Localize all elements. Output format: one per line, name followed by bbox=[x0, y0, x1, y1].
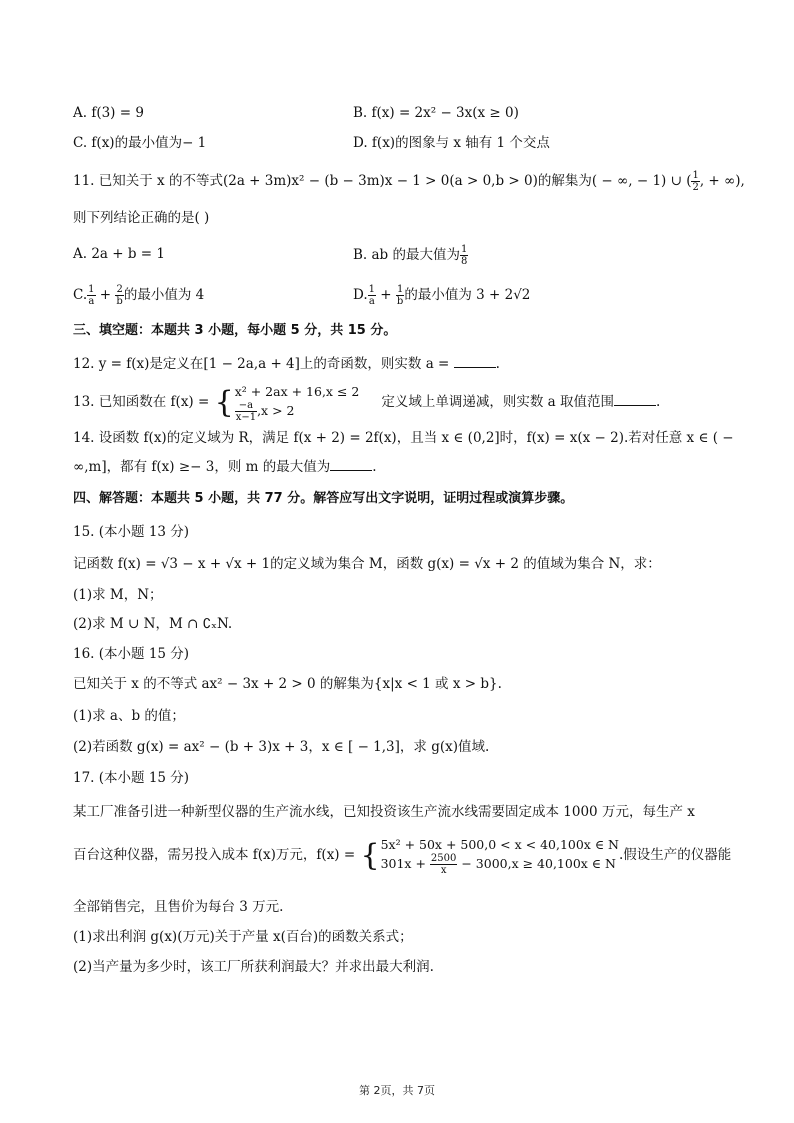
fraction-denominator: x−1 bbox=[235, 411, 257, 423]
page-footer: 第 2页，共 7页 bbox=[359, 1084, 435, 1097]
q17-text-2: .假设生产的仪器能 bbox=[619, 847, 732, 863]
fraction-numerator: 2500 bbox=[430, 852, 457, 864]
fraction bbox=[430, 853, 457, 876]
fraction-numerator: 1 bbox=[692, 170, 699, 181]
q11-stem-text: 11. 已知关于 x 的不等式(2a + 3m)x² − (b − 3m)x − 1 > 0(a > 0,b > 0)的解集为( − ∞, − 1) ∪ ( bbox=[73, 173, 692, 189]
q17-part-2: (2)当产量为多少时，该工厂所获利润最大？并求出最大利润. bbox=[73, 959, 434, 975]
q11-stem-line1 bbox=[73, 170, 745, 193]
q17-line2 bbox=[73, 830, 731, 880]
fraction-numerator: 1 bbox=[88, 284, 95, 295]
fraction-numerator: 1 bbox=[461, 244, 468, 255]
option-label: C. bbox=[73, 287, 88, 303]
q12-text: 12. y = f(x)是定义在[1 − 2a,a + 4]上的奇函数，则实数 a = bbox=[73, 356, 454, 372]
q11-option-d bbox=[353, 284, 530, 307]
q15-stem: 记函数 f(x) = √3 − x + √x + 1的定义域为集合 M，函数 g(x) = √x + 2 的值域为集合 N，求： bbox=[73, 556, 661, 572]
operator: + bbox=[376, 287, 396, 303]
q13-piecewise bbox=[235, 383, 360, 423]
q10-option-c: C. f(x)的最小值为− 1 bbox=[73, 135, 207, 151]
q16-part-1: (1)求 a、b 的值； bbox=[73, 708, 185, 724]
q17-piecewise bbox=[381, 836, 619, 876]
fraction bbox=[87, 284, 95, 307]
q13 bbox=[73, 382, 660, 423]
fraction bbox=[115, 284, 123, 307]
fraction-denominator: b bbox=[116, 296, 123, 307]
q10-option-d: D. f(x)的图象与 x 轴有 1 个交点 bbox=[353, 135, 550, 151]
q13-case-2 bbox=[235, 400, 360, 423]
section-4-heading: 四、解答题：本题共 5 小题，共 77 分。解答应写出文字说明，证明过程或演算步骤。 bbox=[73, 491, 574, 506]
q15-part-1: (1)求 M，N； bbox=[73, 587, 163, 603]
q17-text: 百台这种仪器，需另投入成本 f(x)万元，f(x) = bbox=[73, 847, 360, 863]
fraction-numerator: 1 bbox=[368, 284, 376, 295]
q16-header: 16. (本小题 15 分) bbox=[73, 646, 190, 662]
answer-blank[interactable] bbox=[330, 458, 372, 471]
q14-line1: 14. 设函数 f(x)的定义域为 R，满足 f(x + 2) = 2f(x)，且当 x ∈ (0,2]时，f(x) = x(x − 2).若对任意 x ∈ ( − bbox=[73, 430, 734, 446]
q11-option-b-text: B. ab 的最大值为 bbox=[353, 247, 460, 263]
fraction bbox=[368, 284, 376, 307]
option-text: 的最小值为 3 + 2√2 bbox=[404, 287, 531, 303]
q17-line1: 某工厂准备引进一种新型仪器的生产流水线，已知投资该生产流水线需要固定成本 1000 万元，每生产 x bbox=[73, 804, 695, 820]
fraction-denominator: 2 bbox=[692, 182, 699, 193]
q14-text: ∞,m]，都有 f(x) ≥− 3，则 m 的最大值为 bbox=[73, 459, 331, 475]
q13-case-2-condition: ,x > 2 bbox=[257, 402, 295, 418]
q17-case-1: 5x² + 50x + 500,0 < x < 40,100x ∈ N bbox=[380, 836, 619, 852]
q15-part-2: (2)求 M ∪ N，M ∩ ∁ₓN. bbox=[73, 616, 233, 632]
fraction-numerator: 2 bbox=[116, 284, 123, 295]
q11-option-c bbox=[73, 284, 204, 307]
fraction-numerator: 1 bbox=[396, 284, 404, 295]
fraction-denominator: b bbox=[396, 296, 404, 307]
q16-part-2: (2)若函数 g(x) = ax² − (b + 3)x + 3，x ∈ [ − 1,3]，求 g(x)值域. bbox=[73, 739, 490, 755]
q13-text: 13. 已知函数在 f(x) = bbox=[73, 394, 214, 410]
fraction bbox=[235, 400, 257, 423]
q11-option-a: A. 2a + b = 1 bbox=[73, 246, 165, 262]
option-text: 的最小值为 4 bbox=[123, 287, 205, 303]
q11-stem-line2: 则下列结论正确的是( ) bbox=[73, 210, 210, 226]
fraction-numerator: −a bbox=[235, 400, 257, 412]
answer-blank[interactable] bbox=[614, 393, 656, 406]
q13-case-1: x² + 2ax + 16,x ≤ 2 bbox=[234, 383, 360, 399]
q11-stem-end: , + ∞), bbox=[699, 173, 745, 189]
fraction-denominator: a bbox=[88, 296, 95, 307]
q12 bbox=[73, 354, 500, 374]
q17-case-2-text: 301x + bbox=[380, 855, 430, 871]
option-label: D. bbox=[353, 287, 368, 303]
q11-option-b-fraction bbox=[460, 244, 468, 267]
left-brace: { bbox=[214, 384, 234, 420]
q17-part-1: (1)求出利润 g(x)(万元)关于产量 x(百台)的函数关系式； bbox=[73, 929, 413, 945]
answer-blank[interactable] bbox=[454, 355, 496, 368]
q17-case-2 bbox=[381, 853, 619, 876]
q10-option-b: B. f(x) = 2x² − 3x(x ≥ 0) bbox=[353, 105, 519, 121]
section-3-heading: 三、填空题：本题共 3 小题，每小题 5 分，共 15 分。 bbox=[73, 323, 397, 338]
fraction-denominator: x bbox=[440, 864, 447, 876]
q10-option-a: A. f(3) = 9 bbox=[73, 105, 144, 121]
q11-stem-fraction bbox=[691, 170, 699, 193]
q14-end: . bbox=[372, 459, 377, 475]
q14-line2 bbox=[73, 457, 377, 477]
fraction-denominator: a bbox=[368, 296, 375, 307]
q13-text-2: 定义域上单调递减，则实数 a 取值范围 bbox=[381, 394, 614, 410]
q16-stem: 已知关于 x 的不等式 ax² − 3x + 2 > 0 的解集为{x|x < 1 或 x > b}. bbox=[73, 676, 502, 692]
q12-end: . bbox=[495, 356, 500, 372]
q13-end: . bbox=[656, 394, 661, 410]
q17-line3: 全部销售完，且售价为每台 3 万元. bbox=[73, 899, 284, 915]
operator: + bbox=[95, 287, 116, 303]
left-brace: { bbox=[360, 837, 380, 873]
fraction-denominator: 8 bbox=[461, 256, 468, 267]
q15-header: 15. (本小题 13 分) bbox=[73, 524, 190, 540]
q11-option-b bbox=[353, 244, 468, 267]
q17-case-2-condition: − 3000,x ≥ 40,100x ∈ N bbox=[457, 855, 616, 871]
q17-header: 17. (本小题 15 分) bbox=[73, 770, 190, 786]
